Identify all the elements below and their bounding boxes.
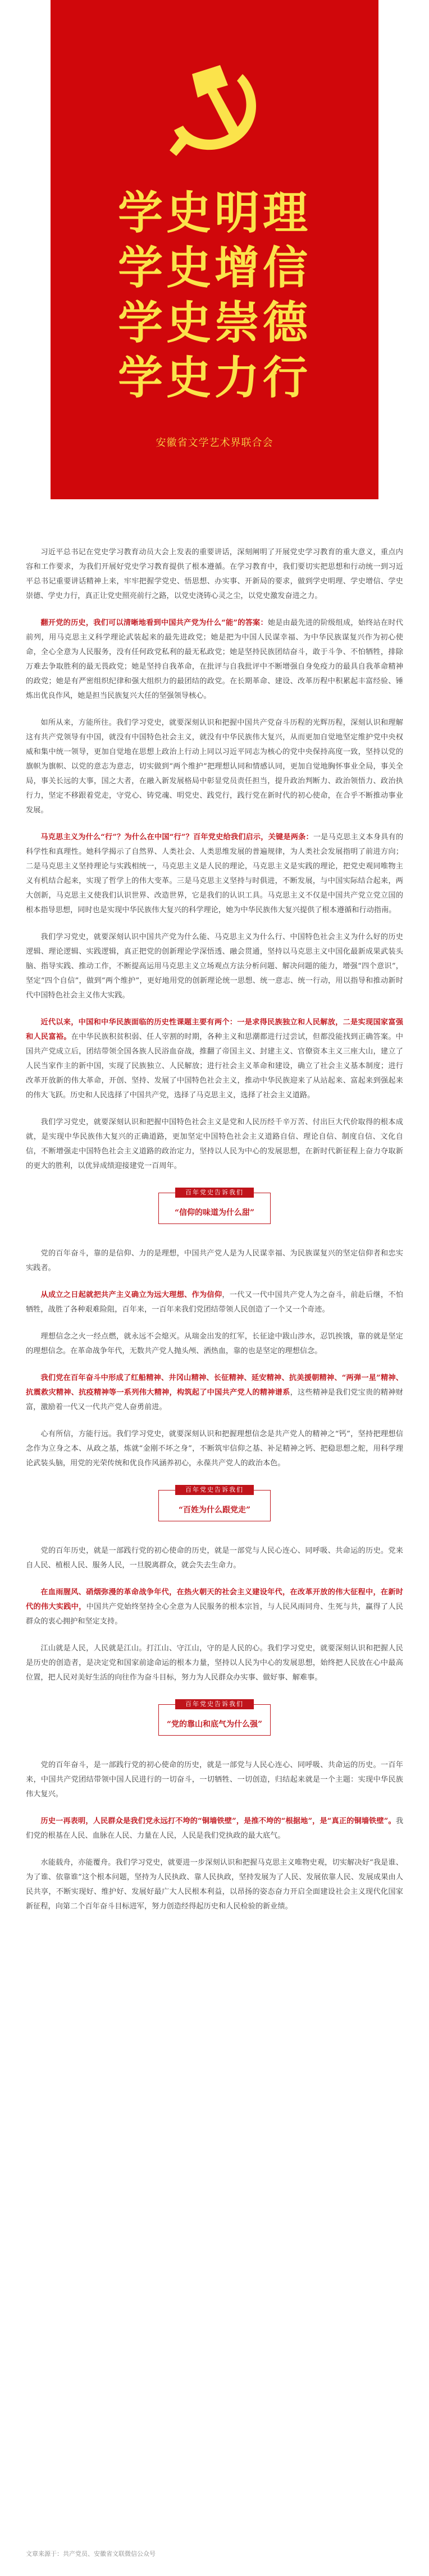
- banner-tag: 百年党史告诉我们: [175, 1699, 254, 1709]
- paragraph: [26, 1371, 403, 1415]
- paragraph: [26, 1427, 403, 1471]
- highlight: 近代以来，中国和中华民族面临的历史性课题主要有两个：一是求得民族独立和人民解放，二是实现国家富强和人民富裕。: [26, 1018, 403, 1041]
- highlight: 翻开党的历史，我们可以清晰地看到中国共产党为什么“能”的答案：: [40, 619, 268, 627]
- paragraph-text: 我们学习党史，就要深刻认识和把握中国特色社会主义是党和人民历经千辛万苦、付出巨大代价取得的根本成就，是实现中华民族伟大复兴的正确道路，更加坚定中国特色社会主义道路自信、理论自信、制度自信、文化自信，不断增强走中国特色社会主义道路的政治定力，坚持以人民为中心的发展思想，在新时代新征程上奋力夺取新的更大的胜利，以优异成绩迎接建党一百周年。: [26, 1118, 403, 1170]
- poster-organization: 安徽省文学艺术界联合会: [156, 437, 273, 449]
- article-source: 文章来源于：共产党员、安徽省文联微信公众号: [26, 2550, 156, 2557]
- section-banner: [158, 1700, 271, 1736]
- paragraph: [26, 1758, 403, 1802]
- slogan-list: [51, 185, 378, 405]
- highlight: 马克思主义为什么“行”？为什么在中国“行”？百年党史给我们启示，关键是两条：: [40, 833, 313, 841]
- paragraph-text: 如所从来，方能所往。我们学习党史，就要深刻认识和把握中国共产党奋斗历程的光辉历程，深刻认识和理解这有共产党领导有中国，就没有中国特色社会主义，就没有中华民族伟大复兴，从而更加自觉地坚定维护党中央权威和集中统一领导，更加自觉地在思想上政治上行动上同以习近平同志为核心的党中央保持高度一致，坚持以党的旗帜为旗帜、以党的意志为意志，切实做到“两个维护”把理想认同和情感认同，更加自觉地胸怀事业全局，事关全局，事关长远的大事，国之大者，在融入新发展格局中彰显党员责任担当，提升政治判断力、政治领悟力、政治执行力，坚定不移跟着党走，守党心、铸党魂、明党史、践党行，践行党在新时代的初心使命，在合乎不断推动事业发展。: [26, 719, 403, 815]
- paragraph-text: 党的百年奋斗，靠的是信仰、力的是理想，中国共产党人是为人民谋幸福、为民族谋复兴的坚定信仰者和忠实实践者。: [26, 1249, 403, 1272]
- paragraph: [26, 1641, 403, 1685]
- banner-title: “信仰的味道为什么甜”: [174, 1208, 255, 1217]
- paragraph-text: 一是马克思主义本身具有的科学性和真理性。她科学揭示了自然界、人类社会、人类思维发展的普遍规律，为人类社会发展指明了前进方向；二是马克思主义坚持理论与实践相统一，马克思主义是人民的理论，马克思主义是实践的理论，把党史观同唯物主义有机结合起来，实现了哲学上的伟大变革。三是马克思主义坚持与时俱进，不断发展，与中国实际结合起来，两大创新，马克思主义使我们认识世界、改造世界，它是我们的认识工具。马克思主义不仅是中国共产党立党立国的根本指导思想，同时也是实现中华民族伟大复兴的科学理论，她为中华民族伟大复兴提供了根本遵循和行动指南。: [26, 833, 404, 914]
- paragraph-text: 习近平总书记在党史学习教育动员大会上发表的重要讲话，深刻阐明了开展党史学习教育的重大意义，重点内容和工作要求，为我们开展好党史学习教育提供了根本遵循。在学习教育中，我们要切实把思想和行动统一到习近平总书记重要讲话精神上来，牢牢把握学党史、悟思想、办实事、开新局的要求，做到学史明理、学史增信、学史崇德、学史力行，真正让党史照亮前行之路，以党史浇铸心灵之尘，以党史激发奋进之力。: [26, 548, 403, 600]
- paragraph: [26, 1288, 403, 1317]
- paragraph-text: 党的百年历史，就是一部践行党的初心使命的历史，就是一部党与人民心连心、同呼吸、共命运的历史。党来自人民、植根人民、服务人民，一旦脱离群众，就会失去生命力。: [26, 1547, 403, 1570]
- paragraph-text: 江山就是人民，人民就是江山。打江山、守江山，守的是人民的心。我们学习党史，就要深刻认识和把握人民是历史的创造者，是决定党和国家前途命运的根本力量，坚持以人民为中心的发展思想，始终把人民放在心中最高位置，把人民对美好生活的向往作为奋斗目标，努力为人民群众办实事、做好事、解难事。: [26, 1644, 403, 1682]
- banner-title: “百姓为什么跟党走”: [178, 1506, 251, 1515]
- paragraph: [26, 1856, 403, 1914]
- slogan-4: 学史力行: [118, 351, 311, 404]
- banner-tag: 百年党史告诉我们: [175, 1188, 254, 1198]
- article-body: [26, 545, 403, 1926]
- paragraph: [26, 1330, 403, 1359]
- paragraph-text: 理想信念之火一经点燃，就永远不会熄灭。从瑞金出发的红军，长征途中跋山涉水，忍饥挨饿，靠的就是坚定的理想信念。在革命战争年代，无数共产党人抛头颅、洒热血，靠的也是坚定的理想信念。: [26, 1332, 403, 1355]
- paragraph: [26, 1246, 403, 1276]
- highlight: 历史一再表明，人民群众是我们党永远打不垮的“铜墙铁壁”，是推不垮的“根据地”，是“真正的铜墙铁壁”。: [40, 1817, 396, 1825]
- paragraph: [26, 545, 403, 604]
- paragraph-text: 我们学习党史，就要深刻认识中国共产党为什么能、马克思主义为什么行、中国特色社会主义为什么好的历史逻辑、理论逻辑、实践逻辑，真正把党的创新理论学深悟透、融会贯通，坚持以马克思主义中国化最新成果武装头脑、指导实践、推动工作，不断提高运用马克思主义立场观点方法分析问题、解决问题的能力，增强“四个意识”，坚定“四个自信”，做到“两个维护”，更好地用党的创新理论统一思想、统一意志、统一行动，用以指导和推动新时代中国特色社会主义伟大实践。: [26, 933, 403, 1000]
- hero-poster: [51, 0, 378, 499]
- party-emblem-icon: [158, 52, 271, 164]
- paragraph-text: 我们党的根基在人民、血脉在人民、力量在人民，人民是我们党执政的最大底气。: [26, 1817, 403, 1840]
- paragraph-text: 水能载舟，亦能覆舟。我们学习党史，就要进一步深刻认识和把握马克思主义唯物史观，切实解决好“我是谁、为了谁、依靠谁”这个根本问题，坚持为人民执政、靠人民执政，坚持发展为了人民、发展依靠人民、发展成果由人民共享，不断实现好、维护好、发展好最广大人民根本利益，以昂扬的姿态奋力开启全面建设社会主义现代化国家新征程，向第二个百年奋斗目标进军，努力创造经得起历史和人民检验的新业绩。: [26, 1859, 403, 1911]
- paragraph-text: 中国共产党始终坚持全心全意为人民服务的根本宗旨，与人民风雨同舟、生死与共，赢得了人民群众的衷心拥护和坚定支持。: [26, 1603, 403, 1626]
- highlight: 在血雨腥风、硝烟弥漫的革命战争年代，在热火朝天的社会主义建设年代，在改革开放的伟大征程中，在新时代的伟大实践中，: [26, 1588, 403, 1611]
- section-banner: [158, 1486, 271, 1521]
- highlight: 从成立之日起就把共产主义确立为远大理想、作为信仰: [40, 1291, 222, 1299]
- paragraph-text: 她是由最先进的阶级组成，始终站在时代前列，用马克思主义科学理论武装起来的最先进政党；她是把为中国人民谋幸福、为中华民族谋复兴作为初心使命，全心全意为人民服务，没有任何政党私利的最无私政党；她是坚持民族团结奋斗，敢于斗争、不怕牺牲，排除万难去争取胜利的最无畏政党；她是坚持自我革命，在批评与自我批评中不断增强自身免疫力的最具自我革命精神的政党；她是有严密组织纪律和强大组织力的最团结的政党。在长期革命、建设、改革历程中积累起丰富经验、锤炼出优良作风，她是担当民族复兴大任的坚强领导核心。: [26, 619, 403, 700]
- paragraph: [26, 1814, 403, 1843]
- paragraph-text: 心有所信，方能行远。我们学习党史，就要深刻认识和把握理想信念是共产党人的精神之“钙”，坚持把理想信念作为立身之本、从政之基，炼就“金刚不坏之身”，不断筑牢信仰之基、补足精神之钙、把稳思想之舵，用科学理论武装头脑，用党的光荣传统和优良作风涵养初心，永葆共产党人的政治本色。: [26, 1430, 403, 1468]
- paragraph: [26, 1585, 403, 1629]
- paragraph: [26, 1115, 403, 1174]
- section-banner: [158, 1189, 271, 1224]
- paragraph: [26, 1015, 403, 1103]
- paragraph-text: 党的百年奋斗，是一部践行党的初心使命的历史，就是一部党与人民心连心、同呼吸、共命运的历史。一百年来，中国共产党团结带领中国人民进行的一切奋斗，一切牺牲、一切创造，归结起来就是一个主题：实现中华民族伟大复兴。: [26, 1761, 403, 1798]
- slogan-3: 学史崇德: [118, 296, 311, 349]
- paragraph-text: ，一代又一代中国共产党人为之奋斗，前赴后继，不怕牺牲，战胜了各种艰难险阻，百年来，一百年来我们党团结带领人民创造了一个又一个奇迹。: [26, 1291, 403, 1314]
- paragraph: [26, 716, 403, 818]
- banner-title: “党的靠山和底气为什么强”: [166, 1720, 263, 1729]
- paragraph: [26, 830, 403, 918]
- paragraph: [26, 1544, 403, 1573]
- highlight: 我们党在百年奋斗中形成了红船精神、井冈山精神、长征精神、延安精神、抗美援朝精神、“两弹一星”精神、抗震救灾精神、抗疫精神等一系列伟大精神，构筑起了中国共产党人的精神谱系: [26, 1374, 403, 1397]
- slogan-2: 学史增信: [118, 241, 311, 294]
- paragraph-text: 在中华民族积贫积弱、任人宰割的时期，各种主义和思潮都进行过尝试，但都没能找到正确答案。中国共产党成立后，团结带领全国各族人民浴血奋战，推翻了帝国主义、封建主义、官僚资本主义三座大山，建立了人民当家作主的新中国，实现了民族独立、人民解放；进行社会主义革命和建设，确立了社会主义基本制度；进行改革开放新的伟大革命，开创、坚持、发展了中国特色社会主义，推动中华民族迎来了从站起来、富起来到强起来的伟大飞跃。历史和人民选择了中国共产党，选择了马克思主义，选择了社会主义道路。: [26, 1033, 403, 1100]
- paragraph: [26, 616, 403, 703]
- banner-tag: 百年党史告诉我们: [175, 1485, 254, 1495]
- paragraph: [26, 930, 403, 1003]
- paragraph-text: ，这些精神是我们党宝贵的精神财富，激励着一代又一代共产党人奋勇前进。: [26, 1388, 403, 1411]
- slogan-1: 学史明理: [118, 186, 311, 239]
